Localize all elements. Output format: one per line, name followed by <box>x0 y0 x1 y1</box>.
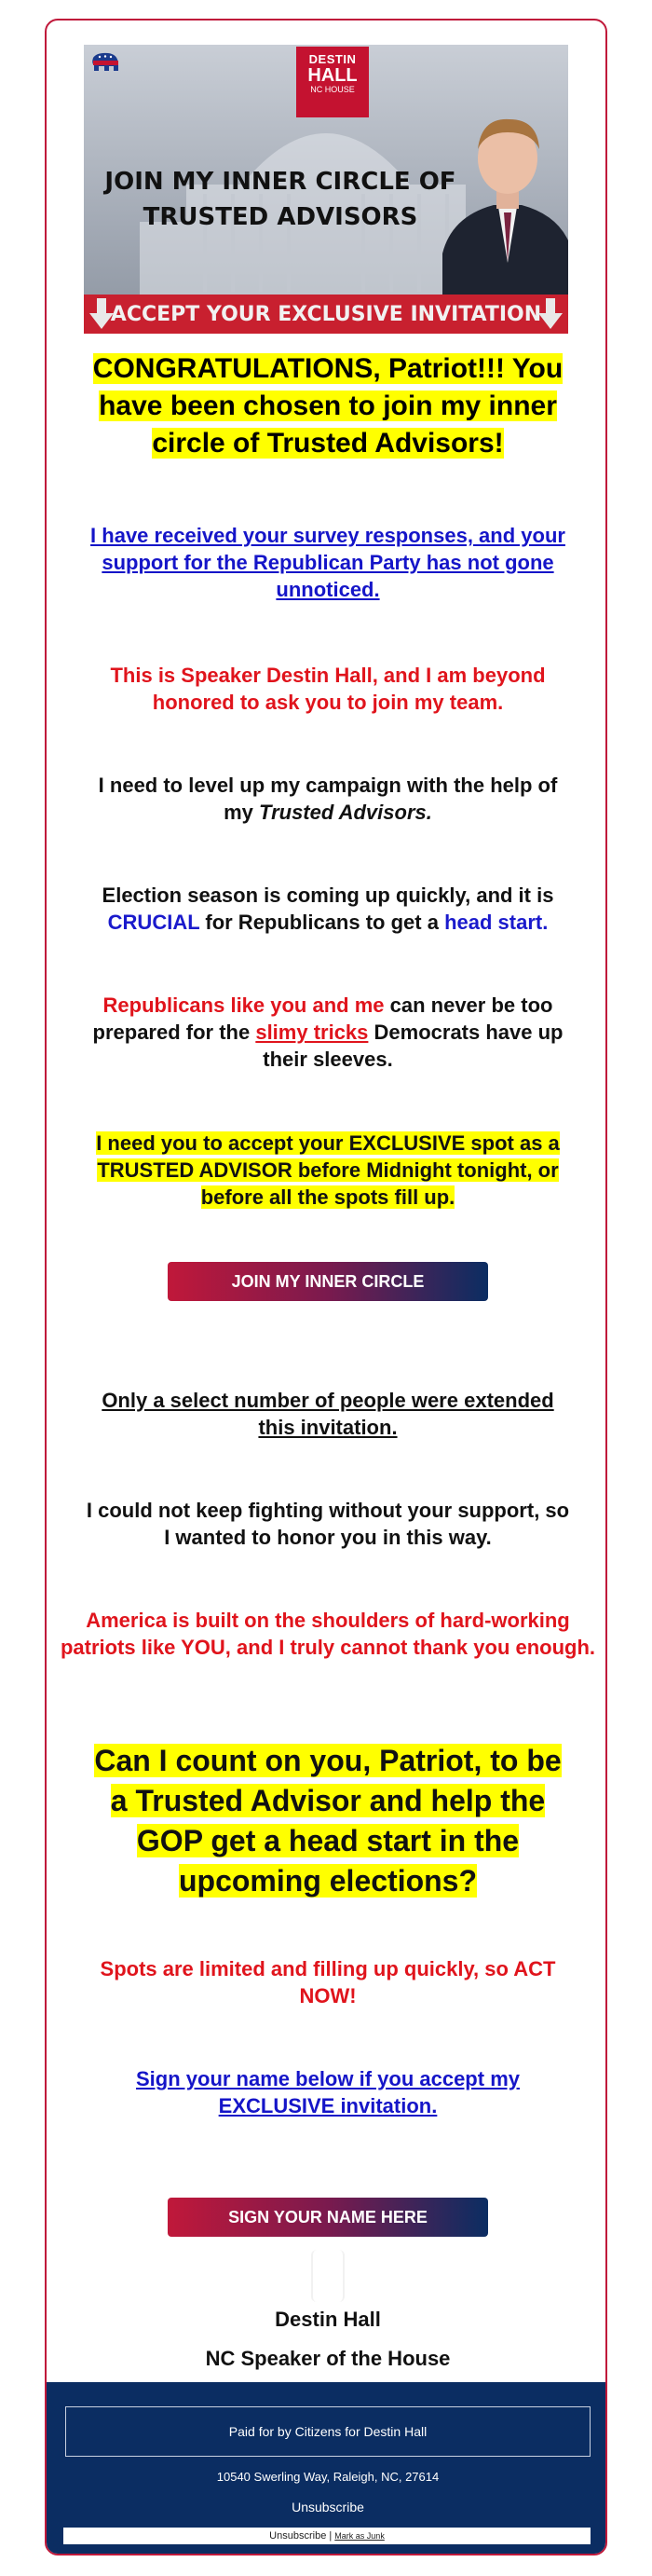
strip-unsubscribe-link[interactable]: Unsubscribe <box>269 2530 327 2542</box>
election-paragraph <box>47 882 607 936</box>
select-invitation-link[interactable]: Only a select number of people were extended this invitation. <box>102 1389 554 1439</box>
hero-headline-line2: TRUSTED ADVISORS <box>143 203 418 231</box>
election-text-b: for Republicans to get a <box>199 911 445 934</box>
intro-paragraph: This is Speaker Destin Hall, and I am beyond honored to ask you to join my team. <box>110 664 546 714</box>
accept-invitation-text: ACCEPT YOUR EXCLUSIVE INVITATION <box>110 302 542 326</box>
level-up-paragraph <box>47 772 607 826</box>
mark-as-junk-link[interactable]: Mark as Junk <box>334 2531 385 2541</box>
strip-separator: | <box>326 2530 335 2542</box>
sign-your-name-button[interactable]: SIGN YOUR NAME HERE <box>168 2198 488 2237</box>
down-arrow-icon <box>538 298 563 330</box>
unsubscribe-link[interactable]: Unsubscribe <box>292 2500 364 2514</box>
count-on-text: Can I count on you, Patriot, to be a Trusted Advisor and help the GOP get a head start in the upcoming elections? <box>94 1744 562 1898</box>
hero-headline <box>89 164 471 235</box>
congrats-heading <box>47 350 607 462</box>
sign-name-link[interactable]: Sign your name below if you accept my EXCLUSIVE invitation. <box>136 2067 520 2117</box>
support-paragraph: I could not keep fighting without your support, so I wanted to honor you in this way. <box>86 1499 570 1549</box>
signature-mark <box>311 2250 345 2302</box>
hero-headline-line1: JOIN MY INNER CIRCLE OF <box>104 168 456 196</box>
exclusive-text: I need you to accept your EXCLUSIVE spot as a TRUSTED ADVISOR before Midnight tonight, or before all the spots fill up. <box>96 1131 560 1209</box>
count-on-heading <box>47 1741 607 1901</box>
congrats-text: CONGRATULATIONS, Patriot!!! You have been chosen to join my inner circle of Trusted Advisors! <box>92 353 564 459</box>
survey-paragraph <box>47 522 607 603</box>
sign-paragraph <box>47 2065 607 2119</box>
join-inner-circle-button[interactable]: JOIN MY INNER CIRCLE <box>168 1262 488 1301</box>
logo-last-name: HALL <box>307 65 358 86</box>
signature-name: Destin Hall <box>275 2308 381 2331</box>
down-arrow-icon <box>89 298 114 330</box>
republicans-paragraph <box>47 992 607 1073</box>
logo-first-name: DESTIN <box>308 52 357 66</box>
america-paragraph: America is built on the shoulders of hard-working patriots like YOU, and I truly cannot thank you enough. <box>60 1609 596 1659</box>
crucial-text: CRUCIAL <box>107 911 200 934</box>
survey-link[interactable]: I have received your survey responses, and your support for the Republican Party has not gone unnoticed. <box>90 524 565 601</box>
exclusive-paragraph <box>47 1130 607 1211</box>
signature-title: NC Speaker of the House <box>205 2347 451 2370</box>
footer-strip <box>63 2528 591 2544</box>
republicans-red-text: Republicans like you and me <box>102 993 385 1017</box>
slimy-tricks-link[interactable]: slimy tricks <box>255 1021 369 1044</box>
footer-address: 10540 Swerling Way, Raleigh, NC, 27614 <box>216 2470 440 2484</box>
head-start-text: head start. <box>444 911 549 934</box>
republicans-mid-text: can never be too prepared for the <box>92 993 553 1044</box>
logo-subtitle: NC HOUSE <box>310 85 355 94</box>
spots-paragraph: Spots are limited and filling up quickly, so ACT NOW! <box>100 1957 556 2007</box>
campaign-logo <box>296 47 369 117</box>
hero-banner[interactable] <box>84 45 568 334</box>
election-text-a: Election season is coming up quickly, and it is <box>102 884 554 907</box>
trusted-advisors-emphasis: Trusted Advisors. <box>259 801 432 824</box>
accept-invitation-bar[interactable] <box>84 295 568 334</box>
select-paragraph <box>47 1387 607 1441</box>
email-frame <box>45 19 607 2555</box>
paid-for-disclaimer: Paid for by Citizens for Destin Hall <box>65 2406 591 2457</box>
republicans-end-text: Democrats have up their sleeves. <box>263 1021 564 1071</box>
level-up-text: I need to level up my campaign with the help of my <box>98 774 558 824</box>
footer <box>47 2382 607 2555</box>
republican-elephant-icon <box>89 50 121 78</box>
